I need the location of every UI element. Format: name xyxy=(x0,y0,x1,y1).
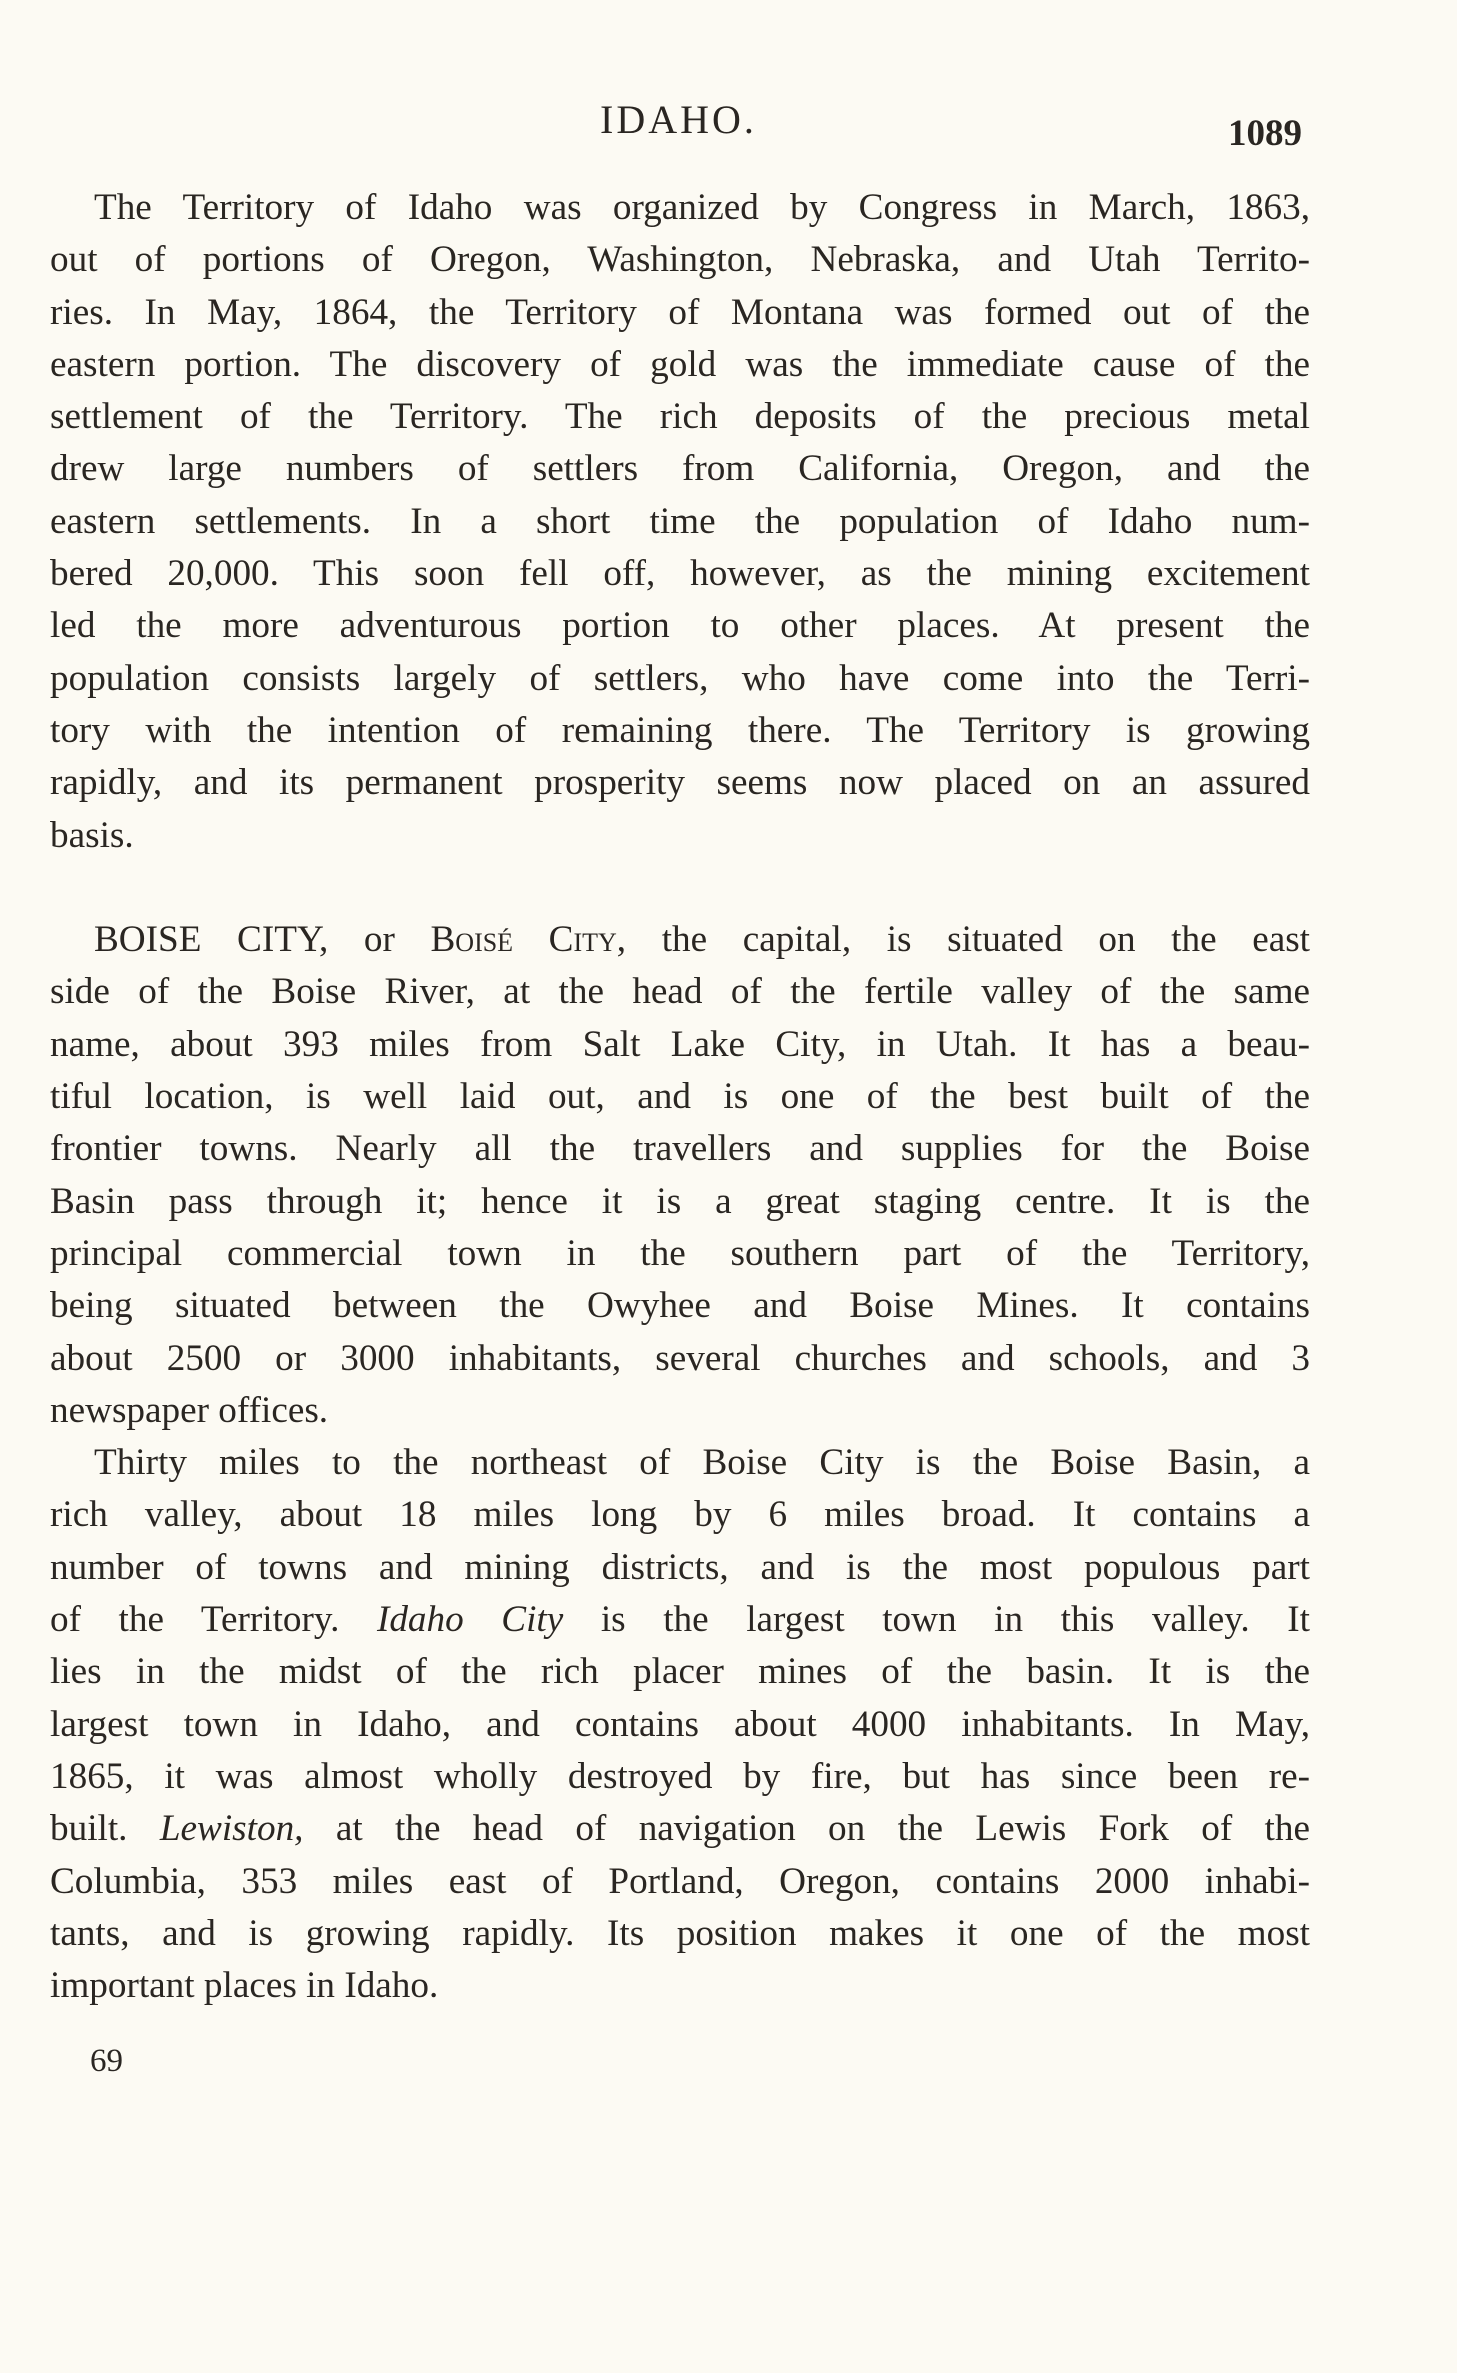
text-line: Basin pass through it; hence it is a great staging centre. It is the xyxy=(50,1180,1310,1222)
text-span: at the head of navigation on the Lewis Fork of the xyxy=(303,1808,1310,1850)
text-line: Thirty miles to the northeast of Boise City is the Boise Basin, a xyxy=(94,1442,1310,1484)
page-number: 1089 xyxy=(1228,113,1302,154)
text-span: built. xyxy=(50,1808,160,1850)
text-line: eastern settlements. In a short time the population of Idaho num- xyxy=(50,500,1310,542)
text-span: of the Territory. xyxy=(50,1599,377,1641)
text-line: eastern portion. The discovery of gold was the immediate cause of the xyxy=(50,343,1310,385)
text-line: important places in Idaho. xyxy=(50,1965,439,2007)
text-line: side of the Boise River, at the head of the fertile valley of the same xyxy=(50,971,1310,1013)
text-line: bered 20,000. This soon fell off, however, as the mining excitement xyxy=(50,553,1310,595)
text-line: out of portions of Oregon, Washington, Nebraska, and Utah Territo- xyxy=(50,239,1310,281)
paragraph-boise-city xyxy=(50,914,1310,1437)
text-line: largest town in Idaho, and contains about 4000 inhabitants. In May, xyxy=(50,1703,1310,1745)
text-line: number of towns and mining districts, and is the most populous part xyxy=(50,1546,1310,1588)
text-line: tory with the intention of remaining there. The Territory is growing xyxy=(50,709,1310,751)
text-span: the capital, is situated on the east xyxy=(626,919,1311,961)
text-line: rich valley, about 18 miles long by 6 miles broad. It contains a xyxy=(50,1494,1310,1536)
entry-heading-variant: Boisé City, xyxy=(430,919,627,961)
text-line: tants, and is growing rapidly. Its position makes it one of the most xyxy=(50,1912,1310,1954)
paragraph-boise-basin xyxy=(50,1437,1310,2012)
text-line: rapidly, and its permanent prosperity seems now placed on an assured xyxy=(50,762,1310,804)
text-line xyxy=(50,1803,1310,1855)
text-line: population consists largely of settlers, who have come into the Terri- xyxy=(50,657,1310,699)
text-line: about 2500 or 3000 inhabitants, several churches and schools, and 3 xyxy=(50,1337,1310,1379)
signature-mark: 69 xyxy=(90,2043,123,2079)
text-line: newspaper offices. xyxy=(50,1389,329,1431)
text-line xyxy=(50,1594,1310,1646)
text-line xyxy=(50,914,1310,966)
text-line: principal commercial town in the southern part of the Territory, xyxy=(50,1232,1310,1274)
text-line: drew large numbers of settlers from California, Oregon, and the xyxy=(50,448,1310,490)
text-line: lies in the midst of the rich placer mines of the basin. It is the xyxy=(50,1651,1310,1693)
paragraph-spacer xyxy=(50,862,1310,914)
text-line: 1865, it was almost wholly destroyed by fire, but has since been re- xyxy=(50,1755,1310,1797)
text-span: is the largest town in this valley. It xyxy=(563,1599,1310,1641)
place-name-italic: Idaho City xyxy=(376,1599,564,1641)
body-text xyxy=(50,182,1310,2012)
place-name-italic: Lewiston, xyxy=(159,1808,304,1850)
text-line: Columbia, 353 miles east of Portland, Oregon, contains 2000 inhabi- xyxy=(50,1860,1310,1902)
text-line: The Territory of Idaho was organized by Congress in March, 1863, xyxy=(94,187,1310,228)
text-line: ries. In May, 1864, the Territory of Montana was formed out of the xyxy=(50,291,1310,333)
running-head-title: IDAHO. xyxy=(600,97,757,142)
text-line: basis. xyxy=(50,814,134,856)
text-line: led the more adventurous portion to other places. At present the xyxy=(50,605,1310,647)
text-span: or xyxy=(328,919,431,961)
text-line: name, about 393 miles from Salt Lake City, in Utah. It has a beau- xyxy=(50,1023,1310,1065)
text-line: tiful location, is well laid out, and is one of the best built of the xyxy=(50,1076,1310,1118)
text-line: being situated between the Owyhee and Boise Mines. It contains xyxy=(50,1285,1310,1327)
text-line: frontier towns. Nearly all the travellers and supplies for the Boise xyxy=(50,1128,1310,1170)
text-line: settlement of the Territory. The rich deposits of the precious metal xyxy=(50,396,1310,438)
paragraph-territory xyxy=(50,182,1310,862)
entry-heading: BOISE CITY, xyxy=(94,919,329,961)
